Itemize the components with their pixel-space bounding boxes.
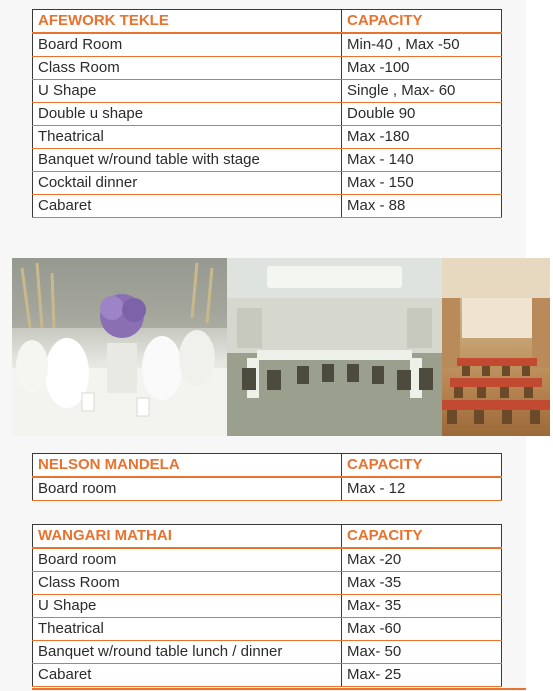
room-setup: Theatrical — [33, 618, 342, 641]
conference-hall-drawing — [227, 258, 442, 436]
classroom-photo — [442, 258, 550, 436]
room-setup: Board Room — [33, 33, 342, 57]
banquet-photo-drawing — [12, 258, 227, 436]
hall-name: WANGARI MATHAI — [33, 525, 342, 549]
afework-tekle-table — [32, 9, 502, 218]
nelson-mandela-table — [32, 453, 502, 501]
table-header-row — [33, 525, 502, 549]
room-setup: Class Room — [33, 572, 342, 595]
room-setup: U Shape — [33, 80, 342, 103]
capacity-header: CAPACITY — [342, 525, 502, 549]
table-row — [33, 33, 502, 57]
room-capacity: Max - 140 — [342, 149, 502, 172]
hall-name: NELSON MANDELA — [33, 454, 342, 478]
room-capacity: Single , Max- 60 — [342, 80, 502, 103]
table-row — [33, 548, 502, 572]
room-capacity: Max -100 — [342, 57, 502, 80]
room-setup: Banquet w/round table with stage — [33, 149, 342, 172]
capacity-header: CAPACITY — [342, 10, 502, 34]
table-row — [33, 641, 502, 664]
table-row — [33, 595, 502, 618]
room-capacity: Max - 12 — [342, 477, 502, 501]
room-capacity: Max- 35 — [342, 595, 502, 618]
room-setup: Cocktail dinner — [33, 172, 342, 195]
room-capacity: Double 90 — [342, 103, 502, 126]
room-capacity: Max -60 — [342, 618, 502, 641]
room-capacity: Max -35 — [342, 572, 502, 595]
room-capacity: Max - 88 — [342, 195, 502, 218]
table-row — [33, 103, 502, 126]
room-capacity: Max- 50 — [342, 641, 502, 664]
room-setup: Banquet w/round table lunch / dinner — [33, 641, 342, 664]
capacity-header: CAPACITY — [342, 454, 502, 478]
room-setup: Board room — [33, 548, 342, 572]
table-header-row — [33, 10, 502, 34]
table-row — [33, 172, 502, 195]
venue-photo-strip — [12, 258, 550, 436]
table-row — [33, 57, 502, 80]
room-setup: Theatrical — [33, 126, 342, 149]
hall-name: AFEWORK TEKLE — [33, 10, 342, 34]
table-row — [33, 195, 502, 218]
room-setup: Cabaret — [33, 664, 342, 687]
table-row — [33, 477, 502, 501]
room-capacity: Max- 25 — [342, 664, 502, 687]
table-header-row — [33, 454, 502, 478]
wangari-mathai-table — [32, 524, 502, 687]
conference-hall-photo — [227, 258, 442, 436]
room-capacity: Max -180 — [342, 126, 502, 149]
table-row — [33, 149, 502, 172]
room-setup: U Shape — [33, 595, 342, 618]
table-row — [33, 80, 502, 103]
room-setup: Double u shape — [33, 103, 342, 126]
banquet-photo — [12, 258, 227, 436]
room-setup: Cabaret — [33, 195, 342, 218]
table-row — [33, 126, 502, 149]
classroom-drawing — [442, 258, 550, 436]
room-capacity: Min-40 , Max -50 — [342, 33, 502, 57]
room-capacity: Max -20 — [342, 548, 502, 572]
table-row — [33, 572, 502, 595]
table-row — [33, 618, 502, 641]
table-row — [33, 664, 502, 687]
room-setup: Board room — [33, 477, 342, 501]
room-setup: Class Room — [33, 57, 342, 80]
room-capacity: Max - 150 — [342, 172, 502, 195]
bottom-divider — [32, 688, 526, 690]
